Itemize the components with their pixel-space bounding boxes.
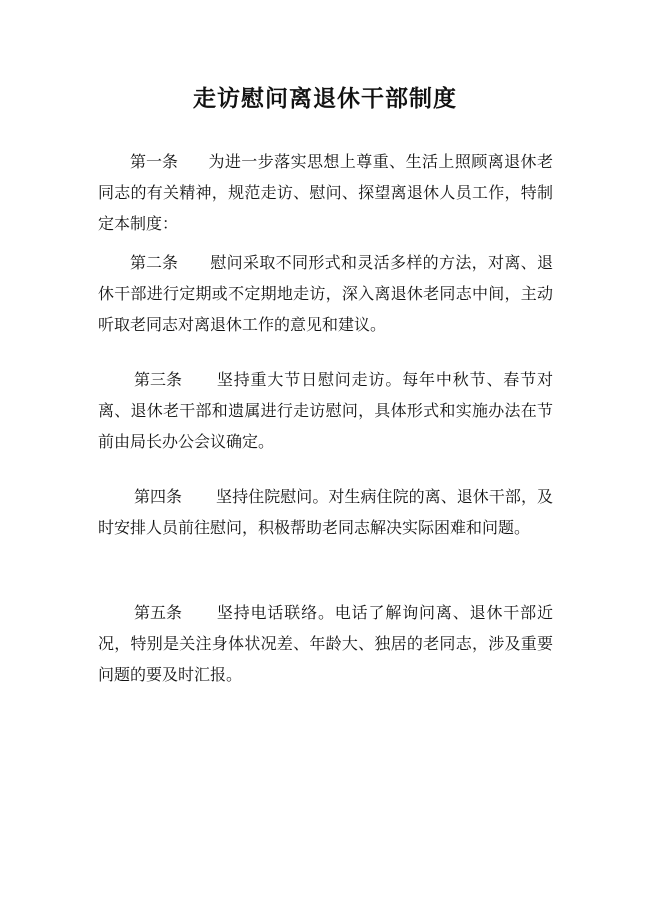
document-title: 走访慰问离退休干部制度 (193, 86, 457, 112)
article-text: 坚持电话联络。电话了解询问离、退休干部近况，特别是关注身体状况差、年龄大、独居的老同志，涉及重要问题的要及时汇报。 (98, 603, 553, 684)
article-text: 为进一步落实思想上尊重、生活上照顾离退休老同志的有关精神，规范走访、慰问、探望离退休人员工作，特制定本制度： (98, 152, 553, 233)
article-5 (98, 597, 553, 690)
article-3 (98, 364, 553, 457)
article-number: 第一条 (130, 152, 179, 171)
article-number: 第五条 (134, 603, 183, 622)
article-number: 第四条 (134, 487, 183, 506)
article-2 (98, 247, 553, 340)
article-4 (98, 481, 553, 543)
article-text: 慰问采取不同形式和灵活多样的方法，对离、退休干部进行定期或不定期地走访，深入离退休老同志中间，主动听取老同志对离退休工作的意见和建议。 (98, 253, 553, 334)
article-number: 第二条 (130, 253, 179, 272)
article-text: 坚持重大节日慰问走访。每年中秋节、春节对离、退休老干部和遗属进行走访慰问，具体形式和实施办法在节前由局长办公会议确定。 (98, 370, 553, 451)
article-1 (98, 146, 553, 239)
article-number: 第三条 (134, 370, 183, 389)
article-text: 坚持住院慰问。对生病住院的离、退休干部，及时安排人员前往慰问，积极帮助老同志解决实际困难和问题。 (98, 487, 553, 537)
